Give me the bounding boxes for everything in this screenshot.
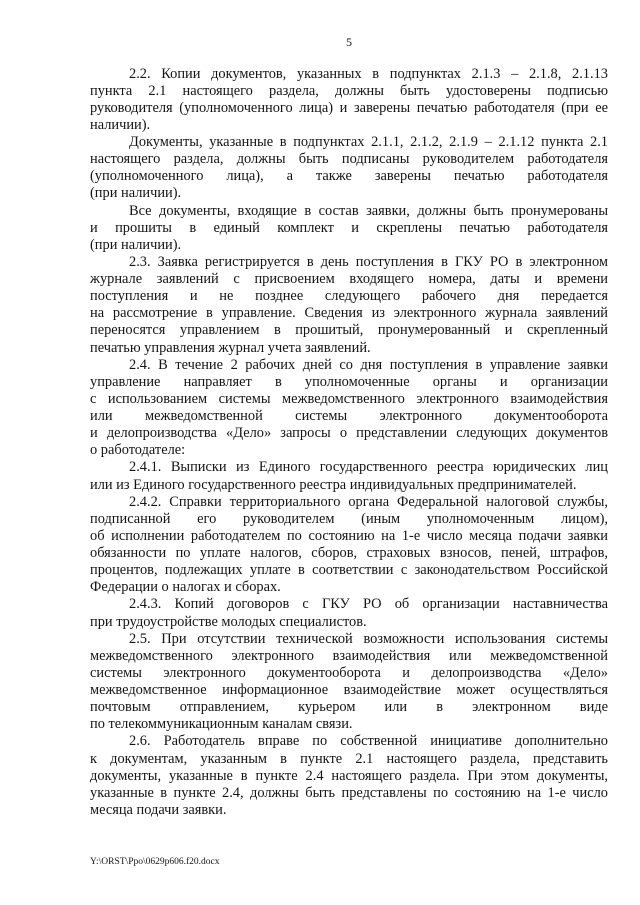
file-path-footer: Y:\ORST\Ppo\0629p606.f20.docx xyxy=(90,857,220,867)
text-line: Документы, указанные в подпунктах 2.1.1, 2.1.2, 2.1.9 – 2.1.12 пункта 2.1 xyxy=(129,134,608,150)
text-line: и прошиты в единый комплект и скреплены печатью работодателя xyxy=(90,219,608,236)
text-line: 2.6. Работодатель вправе по собственной инициативе дополнительно xyxy=(129,733,608,750)
text-line: или межведомственной системы электронного документооборота xyxy=(90,408,608,424)
text-line: о работодателе: xyxy=(90,442,186,459)
clause-2-2 xyxy=(90,66,608,135)
text-line: руководителя (уполномоченного лица) и заверены печатью работодателя (при ее xyxy=(90,99,608,116)
text-line: при трудоустройстве молодых специалистов. xyxy=(90,613,367,630)
text-line: обязанности по уплате налогов, сборов, страховых взносов, пеней, штрафов, xyxy=(90,545,608,561)
text-line: подписанной его руководителем (иным уполномоченным лицом), xyxy=(90,510,608,527)
text-line: пункта 2.1 настоящего раздела, должны быть удостоверены подписью xyxy=(90,82,608,99)
text-line: поступления и не позднее следующего рабочего дня передается xyxy=(90,288,608,305)
text-line: или из Единого государственного реестра индивидуальных предпринимателей. xyxy=(90,476,577,493)
text-line: 2.2. Копии документов, указанных в подпунктах 2.1.3 – 2.1.8, 2.1.13 xyxy=(129,65,608,82)
text-line: 2.3. Заявка регистрируется в день поступления в ГКУ РО в электронном xyxy=(129,253,608,270)
text-line: (при наличии). xyxy=(90,236,182,253)
text-line: Федерации о налогах и сборах. xyxy=(90,579,281,596)
text-line: процентов, подлежащих уплате в соответствии с законодательством Российской xyxy=(90,562,608,579)
text-line: 2.4.3. Копий договоров с ГКУ РО об организации наставничества xyxy=(129,596,608,613)
text-line: указанные в пункте 2.4, должны быть представлены по состоянию на 1-е число xyxy=(90,784,608,801)
clause-2-2-numbering xyxy=(90,203,608,254)
document-body xyxy=(90,66,608,820)
text-line: печатью управления журнал учета заявлений. xyxy=(90,339,371,356)
clause-2-4-1 xyxy=(90,459,608,493)
text-line: настоящего раздела, должны быть подписаны руководителем работодателя xyxy=(90,151,608,168)
text-line: об исполнении работодателем по состоянию на 1-е число месяца подачи заявки xyxy=(90,527,608,544)
text-line: (при наличии). xyxy=(90,185,182,202)
text-line: к документам, указанным в пункте 2.1 настоящего раздела, представить xyxy=(90,750,608,767)
clause-2-6 xyxy=(90,733,608,819)
page-number: 5 xyxy=(346,35,352,49)
text-line: месяца подачи заявки. xyxy=(90,801,227,818)
text-line: управление направляет в уполномоченные органы и организации xyxy=(90,373,608,390)
clause-2-4-2 xyxy=(90,494,608,597)
clause-2-2-signed-documents xyxy=(90,134,608,203)
text-line: Все документы, входящие в состав заявки, должны быть пронумерованы xyxy=(129,202,608,219)
text-line: на рассмотрение в управление. Сведения из электронного журнала заявлений xyxy=(90,305,608,322)
text-line: документы, указанные в пункте 2.4 настоящего раздела. При этом документы, xyxy=(90,767,608,784)
text-line: по телекоммуникационным каналам связи. xyxy=(90,716,353,733)
text-line: наличии). xyxy=(90,116,151,133)
text-line: межведомственного электронного взаимодействия или межведомственной xyxy=(90,647,608,664)
clause-2-3 xyxy=(90,254,608,357)
text-line: (уполномоченного лица), а также заверены печатью работодателя xyxy=(90,168,608,185)
text-line: 2.5. При отсутствии технической возможности использования системы xyxy=(129,630,608,647)
text-line: системы электронного документооборота и делопроизводства «Дело» xyxy=(90,664,608,681)
text-line: межведомственное информационное взаимодействие может осуществляться xyxy=(90,682,608,698)
text-line: 2.4.1. Выписки из Единого государственного реестра юридических лиц xyxy=(129,459,608,476)
text-line: 2.4.2. Справки территориального органа Федеральной налоговой службы, xyxy=(129,493,608,510)
text-line: почтовым отправлением, курьером или в электронном виде xyxy=(90,699,608,716)
text-line: журнале заявлений с присвоением входящего номера, даты и времени xyxy=(90,271,608,287)
text-line: с использованием системы межведомственного электронного взаимодействия xyxy=(90,390,608,407)
clause-2-4 xyxy=(90,357,608,460)
text-line: и делопроизводства «Дело» запросы о представлении следующих документов xyxy=(90,425,608,442)
text-line: 2.4. В течение 2 рабочих дней со дня поступления в управление заявки xyxy=(129,356,608,373)
clause-2-4-3 xyxy=(90,596,608,630)
text-line: переносятся управлением в прошитый, пронумерованный и скрепленный xyxy=(90,322,608,339)
clause-2-5 xyxy=(90,631,608,734)
